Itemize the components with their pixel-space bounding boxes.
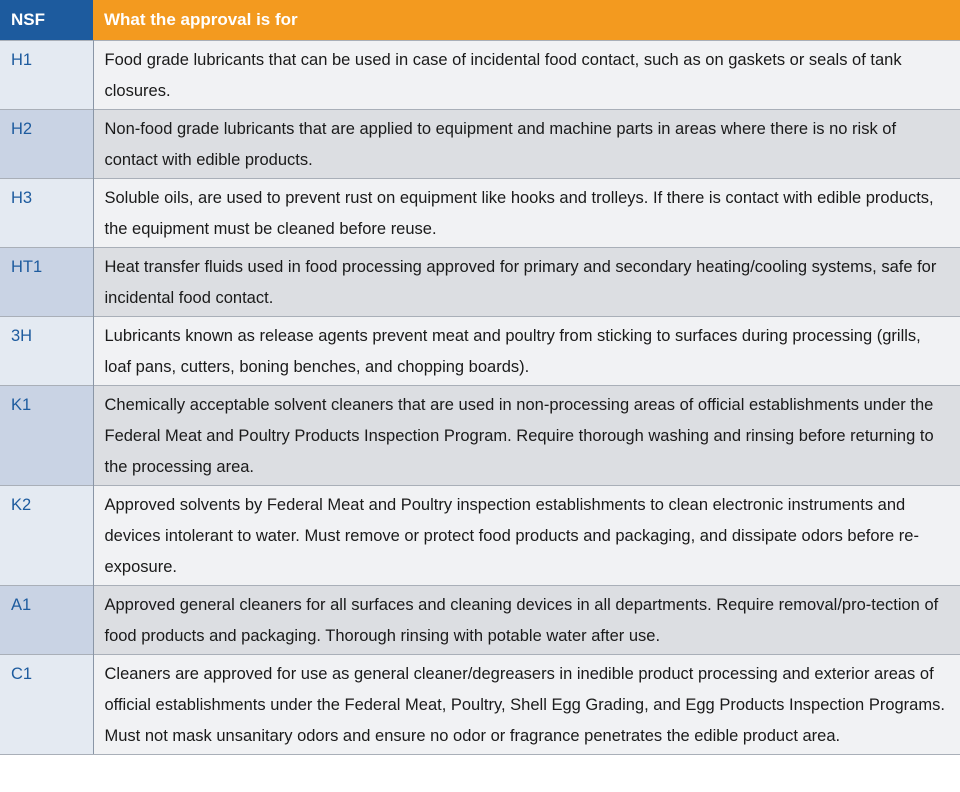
row-code: K1 [0, 386, 93, 486]
header-row [0, 0, 960, 41]
header-approval: What the approval is for [93, 0, 960, 41]
row-description: Lubricants known as release agents prevent meat and poultry from sticking to surfaces during processing (grills, loaf pans, cutters, boning benches, and chopping boards). [93, 317, 960, 386]
row-code: HT1 [0, 248, 93, 317]
table-row [0, 486, 960, 586]
row-code: A1 [0, 586, 93, 655]
table-row [0, 386, 960, 486]
row-description: Food grade lubricants that can be used in case of incidental food contact, such as on gaskets or seals of tank closures. [93, 41, 960, 110]
row-code: 3H [0, 317, 93, 386]
row-code: C1 [0, 655, 93, 755]
table-row [0, 655, 960, 755]
table-row [0, 317, 960, 386]
table-row [0, 179, 960, 248]
row-description: Soluble oils, are used to prevent rust on equipment like hooks and trolleys. If there is contact with edible products, the equipment must be cleaned before reuse. [93, 179, 960, 248]
table-row [0, 586, 960, 655]
row-code: H3 [0, 179, 93, 248]
row-description: Cleaners are approved for use as general cleaner/degreasers in inedible product processing and exterior areas of official establishments under the Federal Meat, Poultry, Shell Egg Grading, and Egg Products Inspection Programs. Must not mask unsanitary odors and ensure no odor or fragrance penetrates the edible product area. [93, 655, 960, 755]
row-description: Chemically acceptable solvent cleaners that are used in non-processing areas of official establishments under the Federal Meat and Poultry Products Inspection Program. Require thorough washing and rinsing before returning to the processing area. [93, 386, 960, 486]
row-code: H1 [0, 41, 93, 110]
header-nsf: NSF [0, 0, 93, 41]
row-description: Approved general cleaners for all surfaces and cleaning devices in all departments. Require removal/pro-tection of food products and packaging. Thorough rinsing with potable water after use. [93, 586, 960, 655]
row-description: Approved solvents by Federal Meat and Poultry inspection establishments to clean electronic instruments and devices intolerant to water. Must remove or protect food products and packaging, and dissipate odors before re-exposure. [93, 486, 960, 586]
row-code: K2 [0, 486, 93, 586]
table-row [0, 248, 960, 317]
row-description: Heat transfer fluids used in food processing approved for primary and secondary heating/cooling systems, safe for incidental food contact. [93, 248, 960, 317]
row-description: Non-food grade lubricants that are applied to equipment and machine parts in areas where there is no risk of contact with edible products. [93, 110, 960, 179]
row-code: H2 [0, 110, 93, 179]
table-row [0, 110, 960, 179]
table-row [0, 41, 960, 110]
